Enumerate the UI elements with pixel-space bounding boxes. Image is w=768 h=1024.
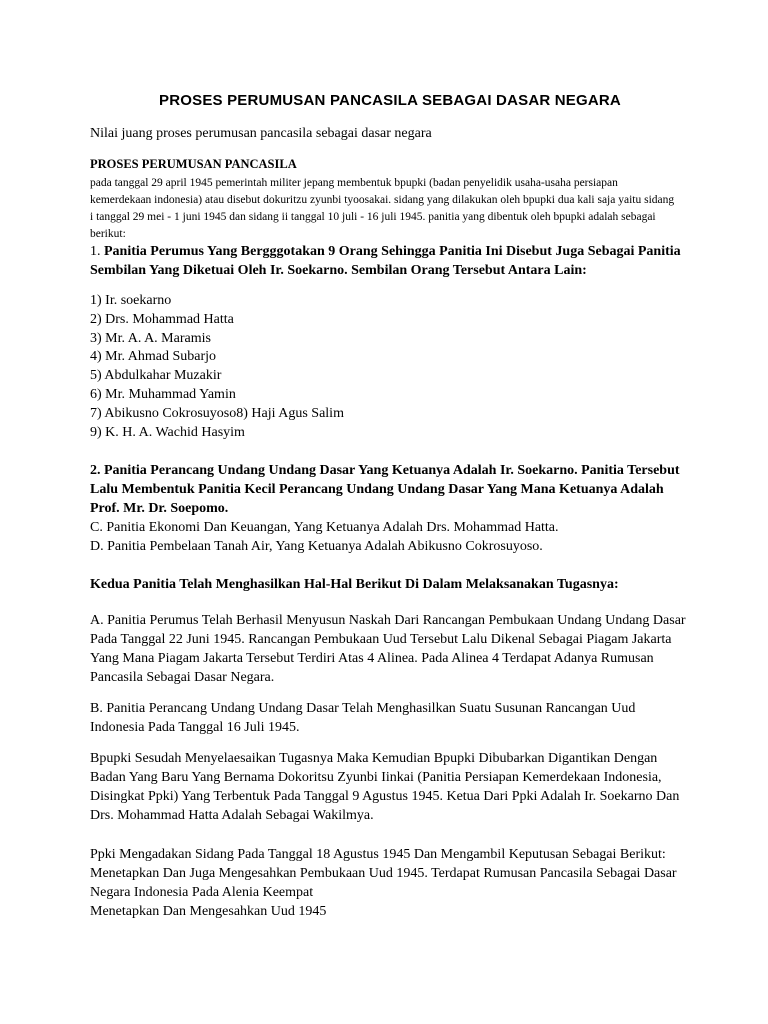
committee-item-1-text: Panitia Perumus Yang Bergggotakan 9 Orang Sehingga Panitia Ini Disebut Juga Sebagai Panitia Sembilan Yang Diketuai Oleh Ir. Soekarno. Sembilan Orang Tersebut Antara Lain: bbox=[90, 244, 681, 278]
committee-item-d: D. Panitia Pembelaan Tanah Air, Yang Ketuanya Adalah Abikusno Cokrosuyoso. bbox=[90, 539, 543, 554]
committee-item-c: C. Panitia Ekonomi Dan Keuangan, Yang Ketuanya Adalah Drs. Mohammad Hatta. bbox=[90, 520, 559, 535]
document-subtitle: Nilai juang proses perumusan pancasila sebagai dasar negara bbox=[90, 126, 432, 141]
intro-paragraph: pada tanggal 29 april 1945 pemerintah militer jepang membentuk bpupki (badan penyelidik usaha-usaha persiapan kemerdekaan indonesia) atau disebut dokuritzu zyunbi tyoosakai. sidang yang dilakukan oleh bpupki dua kali saja yaitu sidang i tanggal 29 mei - 1 juni 1945 dan sidang ii tanggal 10 juli - 16 juli 1945. panitia yang dibentuk oleh bpupki adalah sebagai berikut: bbox=[90, 177, 675, 240]
paragraph-b: B. Panitia Perancang Undang Undang Dasar Telah Menghasilkan Suatu Susunan Rancangan Uud Indonesia Pada Tanggal 16 Juli 1945. bbox=[90, 701, 636, 735]
results-heading: Kedua Panitia Telah Menghasilkan Hal-Hal Berikut Di Dalam Melaksanakan Tugasnya: bbox=[90, 577, 619, 592]
list-item: 3) Mr. A. A. Maramis bbox=[90, 330, 211, 346]
paragraph-a: A. Panitia Perumus Telah Berhasil Menyusun Naskah Dari Rancangan Pembukaan Undang Undang Dasar Pada Tanggal 22 Juni 1945. Rancangan Pembukaan Uud Tersebut Lalu Dikenal Sebagai Piagam Jakarta Yang Mana Piagam Jakarta Tersebut Terdiri Atas 4 Alinea. Pada Alinea 4 Terdapat Adanya Rumusan Pancasila Sebagai Dasar Negara. bbox=[90, 613, 686, 685]
document-title: PROSES PERUMUSAN PANCASILA SEBAGAI DASAR NEGARA bbox=[159, 92, 621, 109]
ppki-line-2: Menetapkan Dan Juga Mengesahkan Pembukaan Uud 1945. Terdapat Rumusan Pancasila Sebagai Dasar Negara Indonesia Pada Alenia Keempat bbox=[90, 866, 677, 900]
list-item: 4) Mr. Ahmad Subarjo bbox=[90, 349, 216, 365]
ppki-line-1: Ppki Mengadakan Sidang Pada Tanggal 18 Agustus 1945 Dan Mengambil Keputusan Sebagai Berikut: bbox=[90, 847, 666, 862]
committee-item-1-number: 1. bbox=[90, 244, 104, 259]
committee-item-2: 2. Panitia Perancang Undang Undang Dasar Yang Ketuanya Adalah Ir. Soekarno. Panitia Tersebut Lalu Membentuk Panitia Kecil Perancang Undang Undang Dasar Yang Mana Ketuanya Adalah Prof. Mr. Dr. Soepomo. bbox=[90, 463, 680, 516]
ppki-line-3: Menetapkan Dan Mengesahkan Uud 1945 bbox=[90, 904, 327, 919]
section-heading: PROSES PERUMUSAN PANCASILA bbox=[90, 157, 297, 171]
paragraph-bpupki: Bpupki Sesudah Menyelaesaikan Tugasnya Maka Kemudian Bpupki Dibubarkan Digantikan Dengan Badan Yang Baru Yang Bernama Dokoritsu Zyunbi Iinkai (Panitia Persiapan Kemerdekaan Indonesia, Disingkat Ppki) Yang Terbentuk Pada Tanggal 9 Agustus 1945. Ketua Dari Ppki Adalah Ir. Soekarno Dan Drs. Mohammad Hatta Adalah Sebagai Wakilmya. bbox=[90, 751, 680, 823]
list-item: 9) K. H. A. Wachid Hasyim bbox=[90, 424, 245, 440]
list-item: 5) Abdulkahar Muzakir bbox=[90, 368, 222, 384]
list-item: 6) Mr. Muhammad Yamin bbox=[90, 386, 236, 402]
list-item: 1) Ir. soekarno bbox=[90, 293, 172, 308]
committee-item-1 bbox=[90, 242, 690, 280]
list-item: 2) Drs. Mohammad Hatta bbox=[90, 311, 234, 327]
member-list bbox=[90, 292, 344, 442]
list-item: 7) Abikusno Cokrosuyoso8) Haji Agus Salim bbox=[90, 405, 344, 421]
